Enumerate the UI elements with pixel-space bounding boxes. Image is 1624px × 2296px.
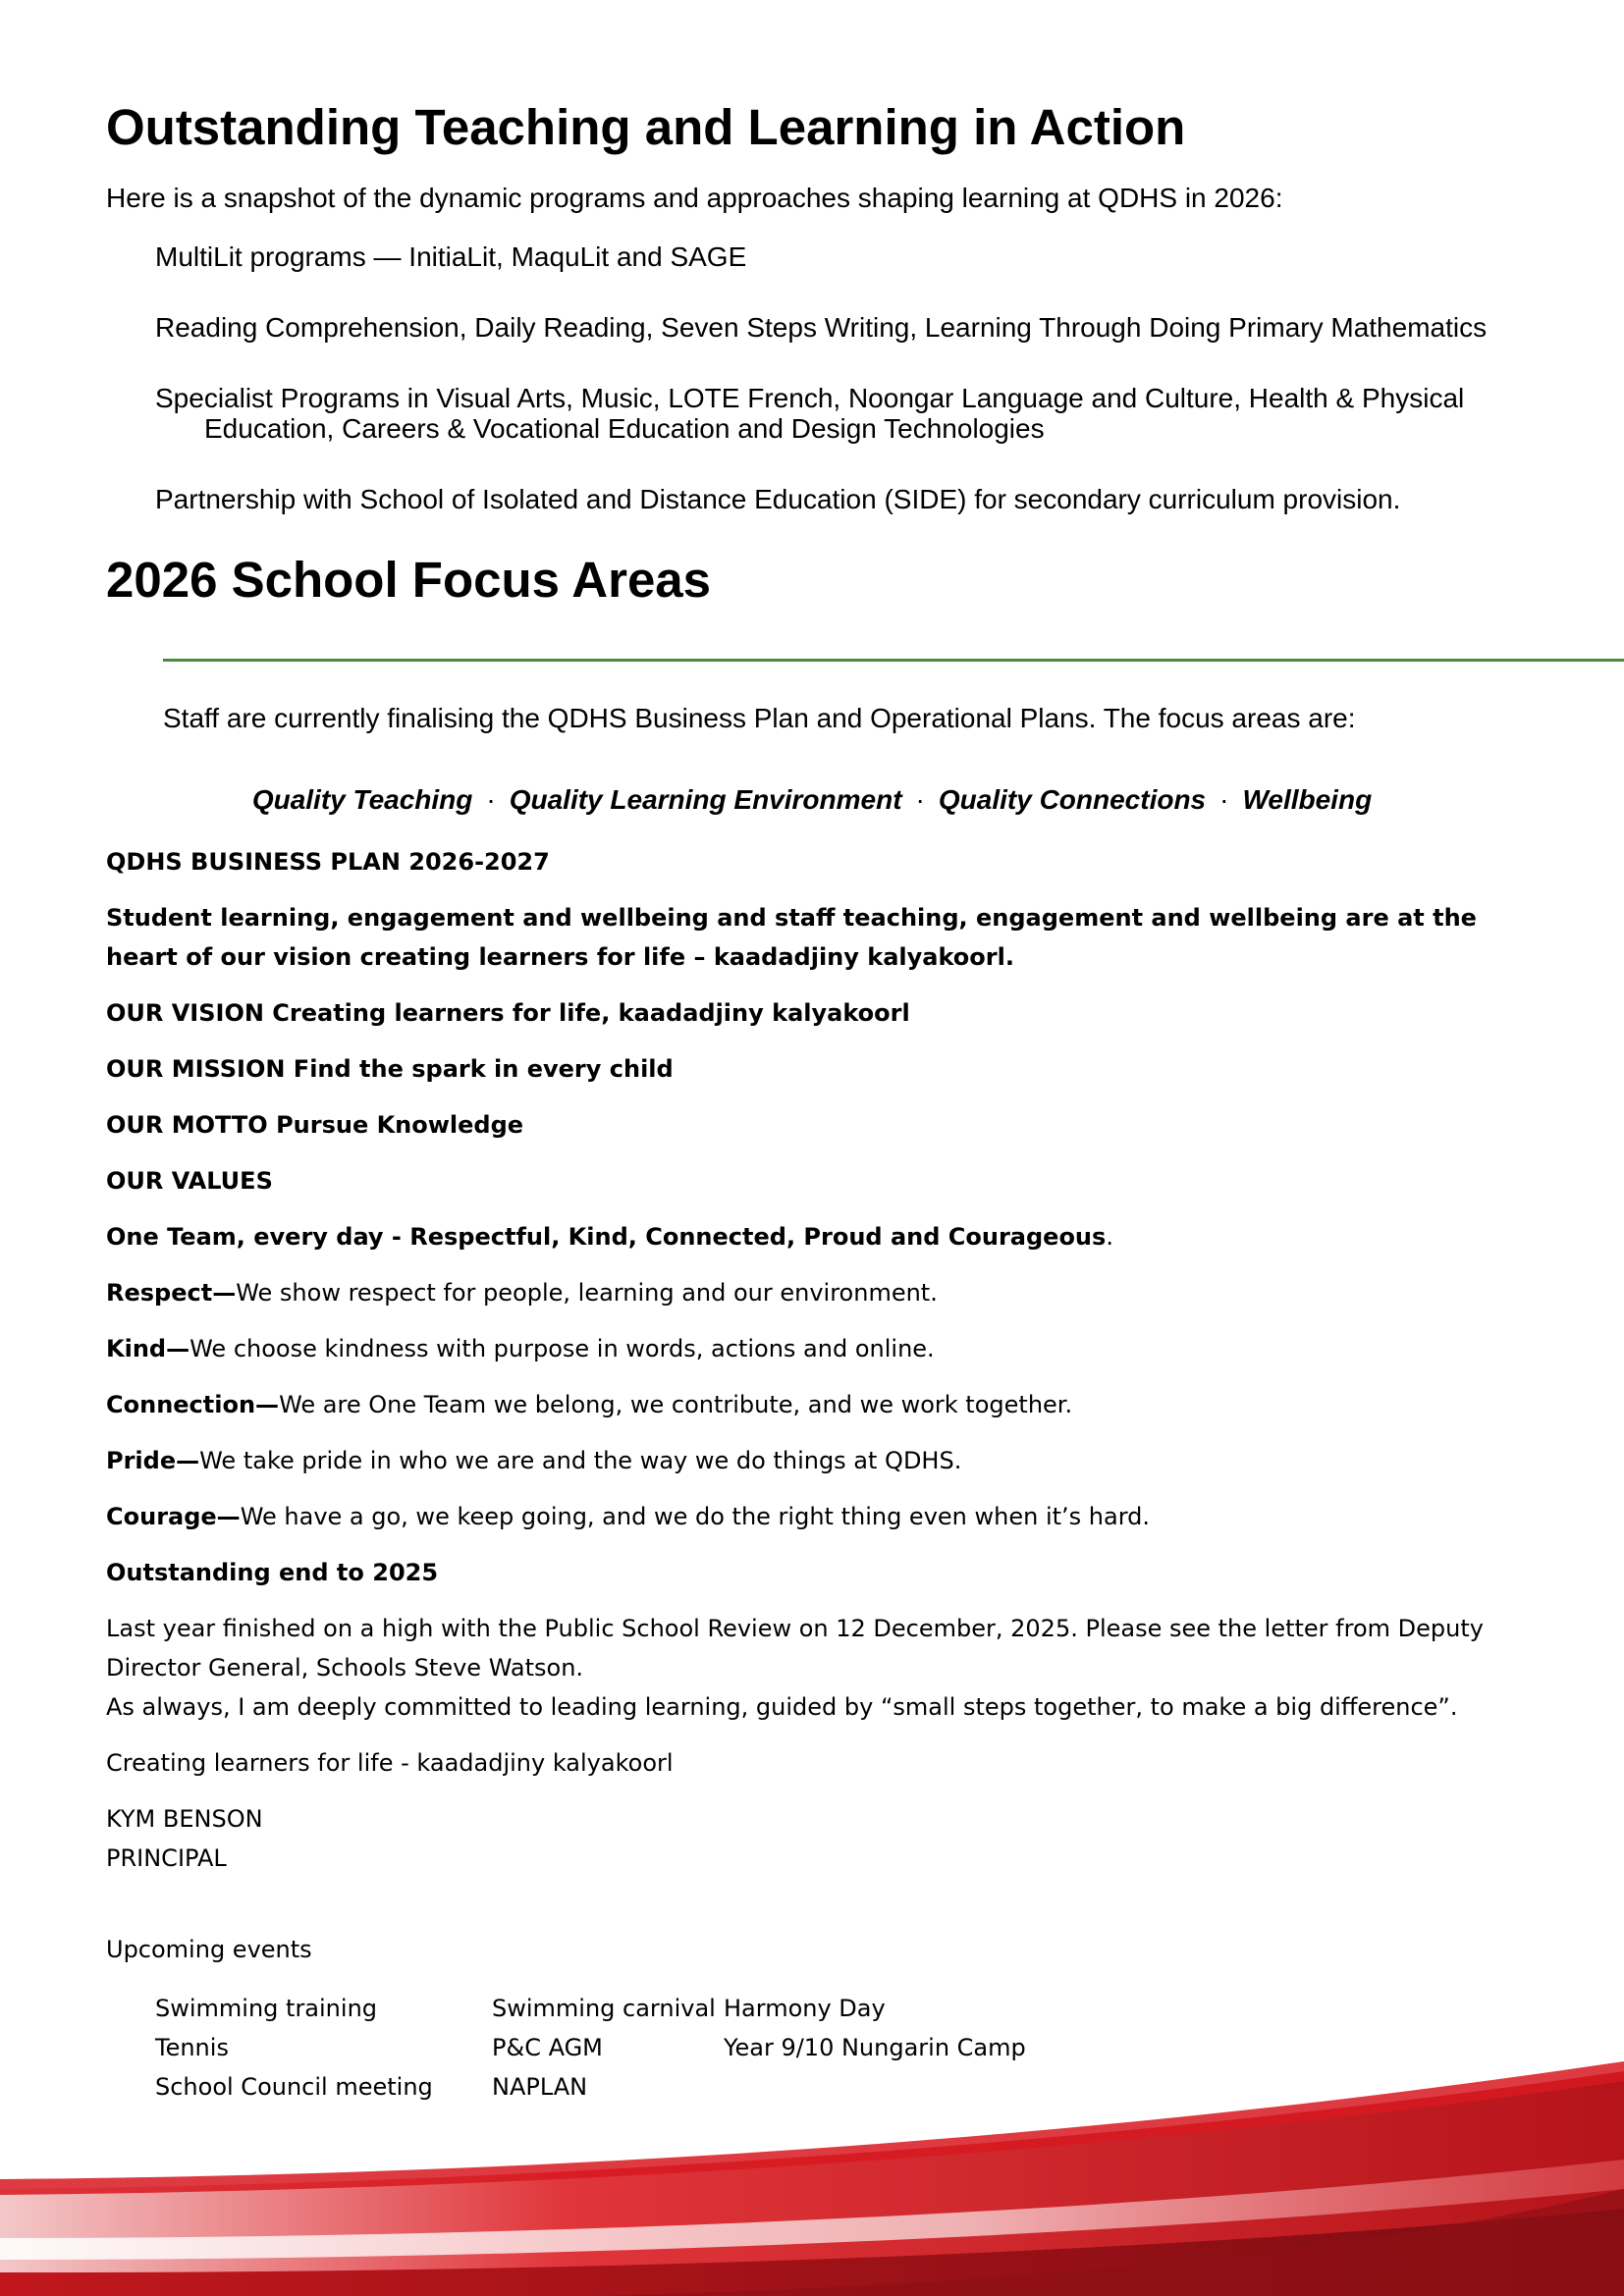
mission-text: OUR MISSION Find the spark in every child: [106, 1055, 674, 1083]
program-side: Partnership with School of Isolated and Distance Education (SIDE) for secondary curriculum provision.: [155, 484, 1401, 514]
event-cell: Swimming carnival: [492, 1995, 716, 2022]
value-text: We show respect for people, learning and our environment.: [236, 1279, 938, 1307]
end-2025-para1: Last year finished on a high with the Public School Review on 12 December, 2025. Please see the letter from Deputy Director General, Schools Steve Watson.: [106, 1615, 1484, 1682]
vision-text: OUR VISION Creating learners for life, kaadadjiny kalyakoorl: [106, 999, 910, 1027]
values-line-end: .: [1106, 1223, 1113, 1251]
table-row: [155, 1989, 1026, 2028]
event-cell: P&C AGM: [492, 2034, 603, 2061]
program-reading: Reading Comprehension, Daily Reading, Seven Steps Writing, Learning Through Doing Primary Mathematics: [155, 312, 1488, 343]
program-multilit: MultiLit programs — InitiaLit, MaquLit and SAGE: [155, 241, 747, 272]
footer-red-swoosh: [0, 2042, 1624, 2296]
value-text: We are One Team we belong, we contribute, and we work together.: [279, 1391, 1073, 1418]
focus-areas-line: [0, 784, 1624, 816]
program-specialist: [155, 383, 1530, 444]
business-plan-title: QDHS BUSINESS PLAN 2026-2027: [106, 848, 550, 876]
focus-area: Quality Learning Environment: [509, 784, 902, 815]
principal-name: KYM BENSON: [106, 1805, 263, 1833]
value-text: We have a go, we keep going, and we do the right thing even when it’s hard.: [240, 1503, 1151, 1530]
value-name: Respect—: [106, 1279, 237, 1307]
intro-text: Here is a snapshot of the dynamic programs and approaches shaping learning at QDHS in 2026:: [106, 183, 1283, 213]
value-item: [106, 1441, 1540, 1480]
program-specialist-line2: Education, Careers & Vocational Education and Design Technologies: [204, 413, 1045, 444]
staff-text: Staff are currently finalising the QDHS Business Plan and Operational Plans. The focus areas are:: [163, 703, 1356, 733]
principal-role: PRINCIPAL: [106, 1844, 227, 1872]
value-text: We choose kindness with purpose in words, actions and online.: [189, 1335, 935, 1362]
value-item: [106, 1329, 1540, 1368]
event-cell: Tennis: [155, 2034, 229, 2061]
event-cell: School Council meeting: [155, 2073, 433, 2101]
value-item: [106, 1273, 1540, 1312]
end-2025-para2: As always, I am deeply committed to leading learning, guided by “small steps together, to make a big difference”.: [106, 1693, 1458, 1721]
event-cell: Swimming training: [155, 1995, 378, 2022]
end-2025-title: Outstanding end to 2025: [106, 1559, 439, 1586]
focus-area: Quality Connections: [938, 784, 1207, 815]
focus-area: Quality Teaching: [251, 784, 473, 815]
value-name: Connection—: [106, 1391, 280, 1418]
focus-area: Wellbeing: [1242, 784, 1373, 815]
values-title: OUR VALUES: [106, 1167, 273, 1195]
value-name: Pride—: [106, 1447, 200, 1474]
focus-separator: ·: [486, 784, 496, 815]
business-plan-statement: Student learning, engagement and wellbeing and staff teaching, engagement and wellbeing are at the heart of our vision creating learners for life – kaadadjiny kalyakoorl.: [106, 904, 1477, 971]
program-specialist-line1: Specialist Programs in Visual Arts, Music, LOTE French, Noongar Language and Culture, Health & Physical: [155, 383, 1465, 413]
value-item: [106, 1385, 1540, 1424]
values-line: [106, 1217, 1540, 1256]
motto-text: OUR MOTTO Pursue Knowledge: [106, 1111, 524, 1139]
signoff-tagline: Creating learners for life - kaadadjiny kalyakoorl: [106, 1749, 674, 1777]
values-line-bold: One Team, every day - Respectful, Kind, Connected, Proud and Courageous: [106, 1223, 1107, 1251]
upcoming-events-title: Upcoming events: [106, 1936, 312, 1963]
value-text: We take pride in who we are and the way we do things at QDHS.: [199, 1447, 962, 1474]
event-cell: Year 9/10 Nungarin Camp: [724, 2034, 1026, 2061]
heading-focus-areas: 2026 School Focus Areas: [106, 552, 712, 608]
focus-separator: ·: [915, 784, 925, 815]
event-cell: Harmony Day: [724, 1995, 886, 2022]
section-divider: [163, 659, 1624, 662]
event-cell: NAPLAN: [492, 2073, 588, 2101]
signoff-block: [106, 1799, 1540, 1878]
heading-teaching-learning: Outstanding Teaching and Learning in Action: [106, 99, 1186, 155]
business-plan-section: [106, 842, 1540, 1895]
value-name: Kind—: [106, 1335, 190, 1362]
focus-separator: ·: [1219, 784, 1229, 815]
value-name: Courage—: [106, 1503, 241, 1530]
end-2025-body: [106, 1609, 1540, 1727]
value-item: [106, 1497, 1540, 1536]
